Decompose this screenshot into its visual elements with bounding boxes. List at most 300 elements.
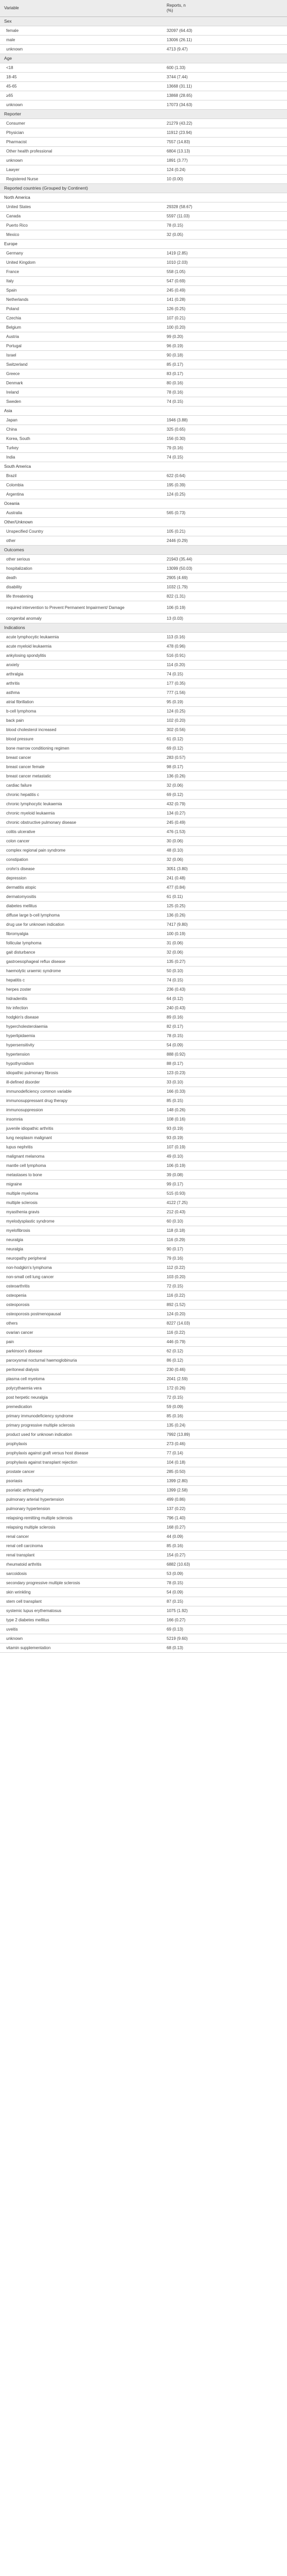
table-row — [0, 1310, 287, 1319]
row-value: 5597 (11.03) — [163, 212, 287, 221]
table-row — [0, 1495, 287, 1504]
row-value: 124 (0.25) — [163, 490, 287, 499]
table-row — [0, 277, 287, 286]
row-value: 68 (0.13) — [163, 1643, 287, 1653]
row-label: diffuse large b-cell lymphoma — [0, 911, 163, 920]
row-label: renal cancer — [0, 1532, 163, 1541]
row-label: Sweden — [0, 397, 163, 406]
table-row — [0, 1384, 287, 1393]
row-value: 54 (0.09) — [163, 1041, 287, 1050]
subsection-title: North America — [0, 193, 287, 202]
table-row — [0, 892, 287, 902]
row-label: Mexico — [0, 230, 163, 240]
row-value: 98 (0.17) — [163, 762, 287, 772]
table-row — [0, 1133, 287, 1143]
table-row — [0, 1106, 287, 1115]
row-value: 134 (0.27) — [163, 809, 287, 818]
row-value: 796 (1.40) — [163, 1514, 287, 1523]
table-row — [0, 1643, 287, 1653]
table-row — [0, 772, 287, 781]
row-value: 172 (0.26) — [163, 1384, 287, 1393]
row-label: pulmonary arterial hypertension — [0, 1495, 163, 1504]
row-label: hypothyroidism — [0, 1059, 163, 1069]
row-value: 245 (0.49) — [163, 818, 287, 827]
table-row — [0, 1486, 287, 1495]
row-label: United Kingdom — [0, 258, 163, 267]
row-value: 1891 (3.77) — [163, 156, 287, 165]
table-row — [0, 698, 287, 707]
row-value: 106 (0.19) — [163, 1161, 287, 1171]
table-row — [0, 1365, 287, 1375]
section-header-row — [0, 184, 287, 193]
table-row — [0, 827, 287, 837]
row-value: 1399 (2.58) — [163, 1486, 287, 1495]
row-label: neuropathy peripheral — [0, 1254, 163, 1263]
row-label: disability — [0, 583, 163, 592]
row-value: 103 (0.20) — [163, 1273, 287, 1282]
section-title: Outcomes — [0, 546, 287, 555]
row-label: fibromyalgia — [0, 929, 163, 939]
table-row — [0, 1208, 287, 1217]
row-label: other serious — [0, 555, 163, 564]
table-row — [0, 1375, 287, 1384]
table-row — [0, 1235, 287, 1245]
table-row — [0, 388, 287, 397]
table-row — [0, 1031, 287, 1041]
table-row — [0, 939, 287, 948]
table-row — [0, 45, 287, 54]
table-row — [0, 642, 287, 651]
row-label: relapsing multiple sclerosis — [0, 1523, 163, 1532]
row-value: 6882 (10.63) — [163, 1560, 287, 1569]
row-label: colon cancer — [0, 837, 163, 846]
row-label: Austria — [0, 332, 163, 342]
row-value: 236 (0.43) — [163, 985, 287, 994]
table-row — [0, 1477, 287, 1486]
row-value: 21943 (35.44) — [163, 555, 287, 564]
row-value: 3051 (3.80) — [163, 865, 287, 874]
row-label: Lawyer — [0, 165, 163, 175]
row-value: 72 (0.15) — [163, 1393, 287, 1402]
row-label: constipation — [0, 855, 163, 865]
row-value: 87 (0.15) — [163, 1597, 287, 1606]
table-row — [0, 1402, 287, 1412]
row-value: 4122 (7.25) — [163, 1198, 287, 1208]
table-row — [0, 1115, 287, 1124]
table-row — [0, 1532, 287, 1541]
table-row — [0, 1430, 287, 1439]
row-value: 79 (0.16) — [163, 444, 287, 453]
section-header-row — [0, 623, 287, 633]
table-row — [0, 286, 287, 295]
subsection-header-row — [0, 518, 287, 527]
row-value: 478 (0.96) — [163, 642, 287, 651]
row-label: Switzerland — [0, 360, 163, 369]
table-row — [0, 1041, 287, 1050]
table-row — [0, 902, 287, 911]
row-value: 104 (0.18) — [163, 1458, 287, 1467]
table-row — [0, 716, 287, 725]
table-row — [0, 753, 287, 762]
table-row — [0, 471, 287, 481]
row-label: neuralgia — [0, 1235, 163, 1245]
table-row — [0, 735, 287, 744]
section-header-row — [0, 110, 287, 119]
section-header-row — [0, 546, 287, 555]
row-value: 69 (0.13) — [163, 1625, 287, 1634]
row-value: 13006 (26.11) — [163, 36, 287, 45]
header-row — [0, 0, 287, 17]
row-value: 240 (0.43) — [163, 1004, 287, 1013]
table-row — [0, 1059, 287, 1069]
row-label: hidradenitis — [0, 994, 163, 1004]
row-label: neuralgia — [0, 1245, 163, 1254]
row-label: peritoneal dialysis — [0, 1365, 163, 1375]
row-value: 154 (0.27) — [163, 1551, 287, 1560]
row-value: 49 (0.10) — [163, 1152, 287, 1161]
row-value: 85 (0.17) — [163, 360, 287, 369]
table-row — [0, 323, 287, 332]
table-row — [0, 1337, 287, 1347]
subsection-header-row — [0, 240, 287, 249]
row-value: 99 (0.20) — [163, 332, 287, 342]
row-label: 18-45 — [0, 73, 163, 82]
row-label: parkinson's disease — [0, 1347, 163, 1356]
row-label: hepatitis c — [0, 976, 163, 985]
row-value: 273 (0.46) — [163, 1439, 287, 1449]
table-row — [0, 1069, 287, 1078]
row-value: 85 (0.16) — [163, 1541, 287, 1551]
row-label: insomnia — [0, 1115, 163, 1124]
row-value: 13668 (31.11) — [163, 82, 287, 91]
table-row — [0, 679, 287, 688]
row-value: 78 (0.16) — [163, 388, 287, 397]
row-value: 114 (0.20) — [163, 660, 287, 670]
row-value: 124 (0.25) — [163, 707, 287, 716]
table-row — [0, 1078, 287, 1087]
subsection-title: Other/Unknown — [0, 518, 287, 527]
row-value: 141 (0.28) — [163, 295, 287, 304]
subsection-header-row — [0, 406, 287, 416]
row-label: blood pressure — [0, 735, 163, 744]
row-label: haemolytic uraemic syndrome — [0, 967, 163, 976]
row-value: 1010 (2.03) — [163, 258, 287, 267]
section-title: Reported countries (Grouped by Continent) — [0, 184, 287, 193]
row-label: lung neoplasm malignant — [0, 1133, 163, 1143]
row-label: Belgium — [0, 323, 163, 332]
table-row — [0, 1467, 287, 1477]
row-value: 32 (0.05) — [163, 230, 287, 240]
row-label: Denmark — [0, 379, 163, 388]
table-row — [0, 165, 287, 175]
table-row — [0, 1319, 287, 1328]
table-row — [0, 1412, 287, 1421]
table-row — [0, 660, 287, 670]
row-value: 4713 (9.47) — [163, 45, 287, 54]
row-value: 116 (0.29) — [163, 1235, 287, 1245]
row-value: 245 (0.49) — [163, 286, 287, 295]
row-value: 6804 (13.13) — [163, 147, 287, 156]
table-row — [0, 855, 287, 865]
table-row — [0, 1050, 287, 1059]
row-label: ankylosing spondylitis — [0, 651, 163, 660]
row-value: 11912 (23.94) — [163, 128, 287, 138]
row-value: 5219 (9.60) — [163, 1634, 287, 1643]
row-label: Netherlands — [0, 295, 163, 304]
row-value: 78 (0.15) — [163, 1579, 287, 1588]
row-label: gait disturbance — [0, 948, 163, 957]
row-label: Poland — [0, 304, 163, 314]
row-label: colitis ulcerative — [0, 827, 163, 837]
row-value: 62 (0.12) — [163, 1347, 287, 1356]
row-label: pulmonary hypertension — [0, 1504, 163, 1514]
table-row — [0, 1189, 287, 1198]
table-row — [0, 1328, 287, 1337]
table-row — [0, 434, 287, 444]
row-label: secondary progressive multiple sclerosis — [0, 1579, 163, 1588]
table-row — [0, 592, 287, 601]
row-value: 285 (0.50) — [163, 1467, 287, 1477]
row-value: 126 (0.25) — [163, 304, 287, 314]
row-value: 64 (0.12) — [163, 994, 287, 1004]
table-row — [0, 1458, 287, 1467]
table-row — [0, 453, 287, 462]
table-row — [0, 762, 287, 772]
row-label: paroxysmal nocturnal haemoglobinuria — [0, 1356, 163, 1365]
row-label: Colombia — [0, 481, 163, 490]
table-row — [0, 1198, 287, 1208]
row-label: renal transplant — [0, 1551, 163, 1560]
row-value: 547 (0.69) — [163, 277, 287, 286]
row-label: metastases to bone — [0, 1171, 163, 1180]
table-row — [0, 865, 287, 874]
table-row — [0, 1588, 287, 1597]
row-label: female — [0, 26, 163, 36]
row-label: depression — [0, 874, 163, 883]
table-row — [0, 1439, 287, 1449]
row-value: 95 (0.19) — [163, 698, 287, 707]
row-label: osteoporosis — [0, 1300, 163, 1310]
row-value: 90 (0.18) — [163, 351, 287, 360]
row-label: chronic lymphocytic leukaemia — [0, 800, 163, 809]
row-label: China — [0, 425, 163, 434]
row-label: Puerto Rico — [0, 221, 163, 230]
row-label: hypersensitivity — [0, 1041, 163, 1050]
row-label: acute myeloid leukaemia — [0, 642, 163, 651]
row-label: primary progressive multiple sclerosis — [0, 1421, 163, 1430]
table-row — [0, 1616, 287, 1625]
row-label: Consumer — [0, 119, 163, 128]
table-row — [0, 332, 287, 342]
table-row — [0, 920, 287, 929]
row-value: 135 (0.24) — [163, 1421, 287, 1430]
row-value: 33 (0.10) — [163, 1078, 287, 1087]
table-row — [0, 846, 287, 855]
table-row — [0, 1161, 287, 1171]
table-row — [0, 267, 287, 277]
row-value: 1075 (1.92) — [163, 1606, 287, 1616]
table-row — [0, 258, 287, 267]
row-label: Spain — [0, 286, 163, 295]
subsection-title: South America — [0, 462, 287, 471]
row-value: 100 (0.19) — [163, 929, 287, 939]
row-label: Korea, South — [0, 434, 163, 444]
table-row — [0, 1504, 287, 1514]
table-row — [0, 425, 287, 434]
table-row — [0, 994, 287, 1004]
row-label: unknown — [0, 1634, 163, 1643]
table-row — [0, 536, 287, 546]
row-value: 82 (0.17) — [163, 1022, 287, 1031]
table-row — [0, 304, 287, 314]
row-value: 13 (0.03) — [163, 614, 287, 623]
row-label: others — [0, 1319, 163, 1328]
table-row — [0, 1171, 287, 1180]
table-row — [0, 1356, 287, 1365]
row-value: 230 (0.46) — [163, 1365, 287, 1375]
row-value: 136 (0.26) — [163, 911, 287, 920]
row-label: United States — [0, 202, 163, 212]
row-value: 96 (0.19) — [163, 342, 287, 351]
row-value: 195 (0.39) — [163, 481, 287, 490]
row-value: 32 (0.06) — [163, 948, 287, 957]
table-row — [0, 119, 287, 128]
row-label: unknown — [0, 100, 163, 110]
row-label: herpes zoster — [0, 985, 163, 994]
row-value: 61 (0.11) — [163, 892, 287, 902]
row-value: 32 (0.06) — [163, 855, 287, 865]
table-row — [0, 175, 287, 184]
row-label: hypercholesterolaemia — [0, 1022, 163, 1031]
row-label: other — [0, 536, 163, 546]
row-label: stem cell transplant — [0, 1597, 163, 1606]
row-label: multiple myeloma — [0, 1189, 163, 1198]
row-value: 60 (0.10) — [163, 1217, 287, 1226]
row-label: ≥65 — [0, 91, 163, 100]
row-label: hypertension — [0, 1050, 163, 1059]
table-row — [0, 1523, 287, 1532]
table-row — [0, 837, 287, 846]
row-label: dermatitis atopic — [0, 883, 163, 892]
table-row — [0, 633, 287, 642]
row-label: required intervention to Prevent Permanent Impairment/ Damage — [0, 601, 163, 614]
row-value: 106 (0.19) — [163, 601, 287, 614]
row-label: sarcoidosis — [0, 1569, 163, 1579]
table-row — [0, 100, 287, 110]
row-label: arthralgia — [0, 670, 163, 679]
table-row — [0, 295, 287, 304]
row-value: 116 (0.22) — [163, 1328, 287, 1337]
row-value: 125 (0.25) — [163, 902, 287, 911]
row-value: 123 (0.23) — [163, 1069, 287, 1078]
row-label: cardiac failure — [0, 781, 163, 790]
row-value: 100 (0.20) — [163, 323, 287, 332]
row-label: osteoporosis postmenopausal — [0, 1310, 163, 1319]
row-label: Greece — [0, 369, 163, 379]
row-label: Turkey — [0, 444, 163, 453]
row-value: 54 (0.09) — [163, 1588, 287, 1597]
table-row — [0, 1634, 287, 1643]
section-header-row — [0, 54, 287, 63]
table-row — [0, 230, 287, 240]
row-label: migraine — [0, 1180, 163, 1189]
row-value: 241 (0.48) — [163, 874, 287, 883]
row-label: psoriatic arthropathy — [0, 1486, 163, 1495]
row-label: pain — [0, 1337, 163, 1347]
row-label: anxiety — [0, 660, 163, 670]
row-value: 2446 (0.29) — [163, 536, 287, 546]
variable-column-header: Variable — [0, 0, 163, 17]
table-row — [0, 1087, 287, 1096]
table-row — [0, 601, 287, 614]
table-row — [0, 1579, 287, 1588]
row-value: 325 (0.65) — [163, 425, 287, 434]
table-row — [0, 874, 287, 883]
row-label: follicular lymphoma — [0, 939, 163, 948]
table-row — [0, 1347, 287, 1356]
row-label: male — [0, 36, 163, 45]
row-label: malignant melanoma — [0, 1152, 163, 1161]
table-row — [0, 1449, 287, 1458]
row-label: congenital anomaly — [0, 614, 163, 623]
table-row — [0, 26, 287, 36]
table-row — [0, 314, 287, 323]
table-row — [0, 63, 287, 73]
row-value: 99 (0.17) — [163, 1180, 287, 1189]
row-value: 622 (0.64) — [163, 471, 287, 481]
row-value: 212 (0.43) — [163, 1208, 287, 1217]
subsection-header-row — [0, 462, 287, 471]
row-label: osteopenia — [0, 1291, 163, 1300]
table-row — [0, 82, 287, 91]
row-value: 477 (0.84) — [163, 883, 287, 892]
table-row — [0, 397, 287, 406]
row-value: 892 (1.52) — [163, 1300, 287, 1310]
table-row — [0, 249, 287, 258]
subsection-title: Asia — [0, 406, 287, 416]
row-value: 118 (0.18) — [163, 1226, 287, 1235]
row-label: Ireland — [0, 388, 163, 397]
row-label: psoriasis — [0, 1477, 163, 1486]
row-value: 177 (0.35) — [163, 679, 287, 688]
row-label: b-cell lymphoma — [0, 707, 163, 716]
row-label: acute lymphocytic leukaemia — [0, 633, 163, 642]
row-value: 93 (0.19) — [163, 1133, 287, 1143]
table-row — [0, 651, 287, 660]
table-row — [0, 490, 287, 499]
row-label: life threatening — [0, 592, 163, 601]
row-label: crohn's disease — [0, 865, 163, 874]
table-row — [0, 1226, 287, 1235]
table-row — [0, 573, 287, 583]
row-value: 777 (1.56) — [163, 688, 287, 698]
row-label: myasthenia gravis — [0, 1208, 163, 1217]
row-value: 79 (0.16) — [163, 1254, 287, 1263]
table-row — [0, 809, 287, 818]
row-label: premedication — [0, 1402, 163, 1412]
row-label: hyperlipidaemia — [0, 1031, 163, 1041]
row-label: relapsing-remitting multiple sclerosis — [0, 1514, 163, 1523]
table-row — [0, 976, 287, 985]
table-row — [0, 725, 287, 735]
section-header-row — [0, 17, 287, 26]
row-value: 61 (0.12) — [163, 735, 287, 744]
row-value: 8227 (14.03) — [163, 1319, 287, 1328]
row-label: Argentina — [0, 490, 163, 499]
table-row — [0, 670, 287, 679]
row-label: diabetes mellitus — [0, 902, 163, 911]
row-value: 107 (0.19) — [163, 1143, 287, 1152]
